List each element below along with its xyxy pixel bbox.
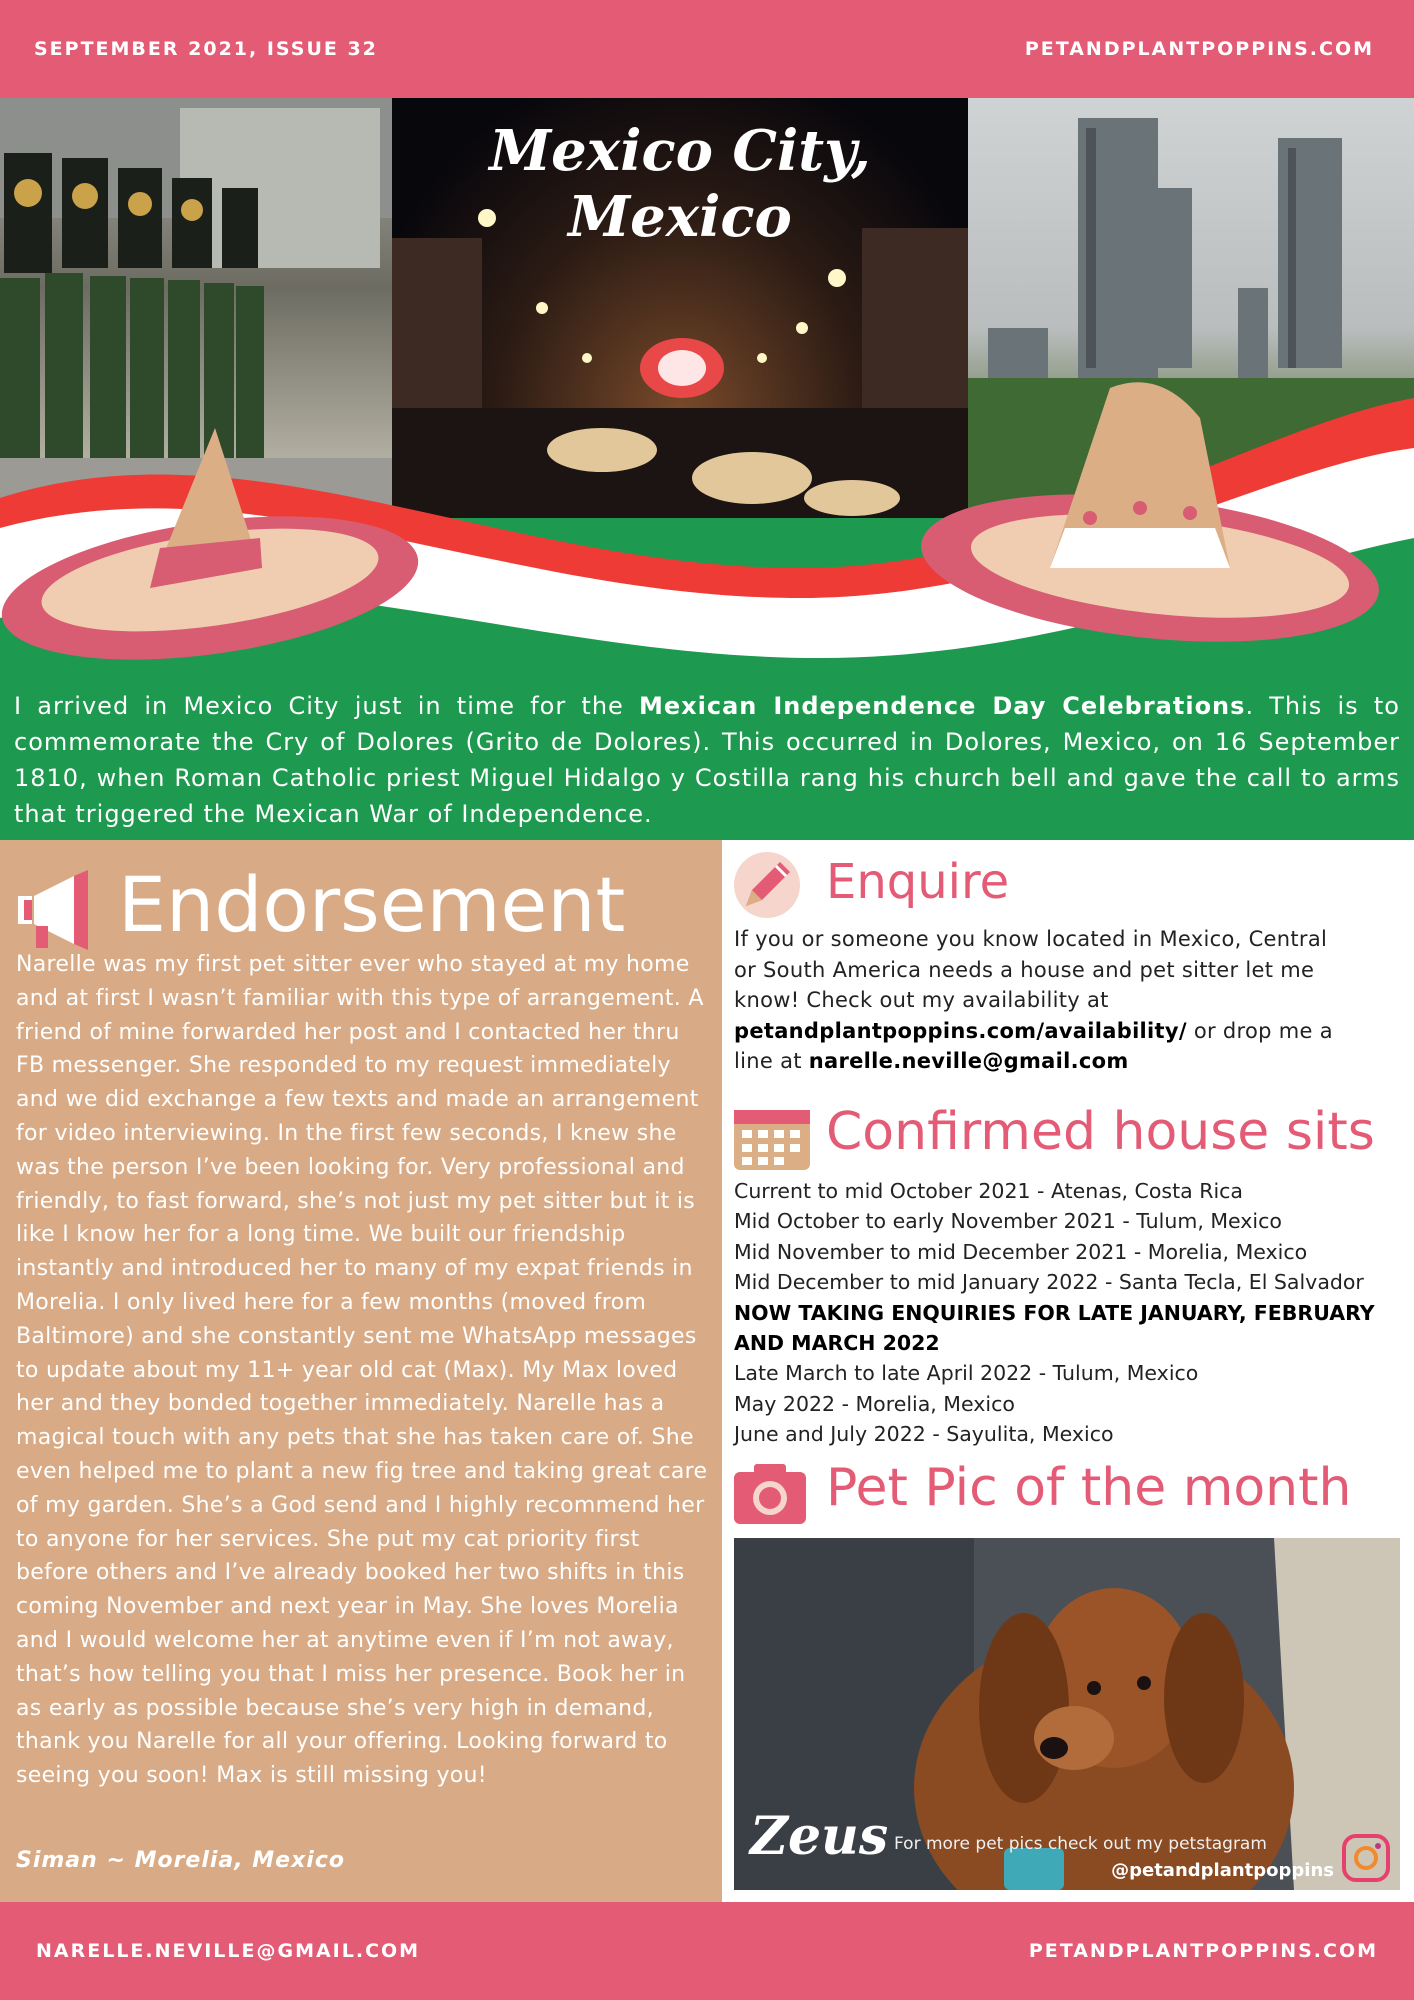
- megaphone-icon: [16, 870, 92, 950]
- footer-email-link[interactable]: NARELLE.NEVILLE@GMAIL.COM: [36, 1940, 421, 1962]
- footer-banner: [0, 1902, 1414, 2000]
- enquiries-notice: NOW TAKING ENQUIRIES FOR LATE JANUARY, FEBRUARY AND MARCH 2022: [734, 1300, 1375, 1356]
- pet-name: Zeus: [750, 1806, 889, 1867]
- house-sits-list: [734, 1176, 1414, 1450]
- endorsement-signature: Siman ~ Morelia, Mexico: [16, 1848, 345, 1873]
- instagram-icon[interactable]: [1342, 1834, 1390, 1882]
- list-item: June and July 2022 - Sayulita, Mexico: [734, 1422, 1114, 1447]
- availability-link[interactable]: petandplantpoppins.com/availability/: [734, 1018, 1187, 1043]
- enquire-text: [734, 924, 1354, 1077]
- endorsement-title: Endorsement: [118, 860, 626, 949]
- hero-text-body: . This is to commemorate the Cry of Dolores (Grito de Dolores). This occurred in Dolores, Mexico, on 16 September 1810, when Roman Catholic priest Miguel Hidalgo y Costilla rang his church bell and gave the call to arms that triggered the Mexican War of Independence.: [14, 692, 1400, 828]
- list-item: Mid November to mid December 2021 - Morelia, Mexico: [734, 1239, 1308, 1264]
- list-item: Mid December to mid January 2022 - Santa Tecla, El Salvador: [734, 1270, 1364, 1295]
- calendar-icon: [732, 1102, 812, 1172]
- list-item: May 2022 - Morelia, Mexico: [734, 1391, 1015, 1416]
- list-item: Mid October to early November 2021 - Tulum, Mexico: [734, 1209, 1282, 1234]
- enquire-title: Enquire: [826, 854, 1010, 910]
- list-item: Late March to late April 2022 - Tulum, Mexico: [734, 1361, 1199, 1386]
- hero-title: Mexico City, Mexico: [489, 118, 871, 250]
- pet-pic-title: Pet Pic of the month: [826, 1458, 1352, 1518]
- footer-site-link[interactable]: PETANDPLANTPOPPINS.COM: [1028, 1940, 1378, 1962]
- issue-label: SEPTEMBER 2021, ISSUE 32: [34, 38, 378, 60]
- pet-photo: [734, 1538, 1400, 1890]
- hero-paragraph: [14, 688, 1400, 832]
- list-item: Current to mid October 2021 - Atenas, Costa Rica: [734, 1179, 1243, 1203]
- top-banner: [0, 0, 1414, 98]
- info-section: [722, 840, 1414, 1902]
- camera-icon: [732, 1460, 808, 1526]
- petstagram-promo: For more pet pics check out my petstagram: [894, 1834, 1267, 1854]
- hero-section: [0, 98, 1414, 840]
- instagram-handle[interactable]: @petandplantpoppins: [1111, 1860, 1334, 1881]
- hero-text-highlight: Mexican Independence Day Celebrations: [639, 692, 1246, 720]
- pencil-icon: [732, 850, 802, 920]
- enquire-intro: If you or someone you know located in Mexico, Central or South America needs a house and pet sitter let me know! Check out my availability at: [734, 927, 1328, 1012]
- enquire-email-link[interactable]: narelle.neville@gmail.com: [808, 1049, 1129, 1073]
- header-site-link[interactable]: PETANDPLANTPOPPINS.COM: [1024, 38, 1374, 60]
- endorsement-text: Narelle was my first pet sitter ever who stayed at my home and at first I wasn’t familiar with this type of arrangement. A friend of mine forwarded her post and I contacted her thru FB messenger. She responded to my request immediately and we did exchange a few texts and made an arrangement for video interviewing. In the first few seconds, I knew she was the person I’ve been looking for. Very professional and friendly, to fast forward, she’s not just my pet sitter but it is like I know her for a long time. We built our friendship instantly and introduced her to many of my expat friends in Morelia. I only lived here for a few months (moved from Baltimore) and she constantly sent me WhatsApp messages to update about my 11+ year old cat (Max). My Max loved her and they bonded together immediately. Narelle has a magical touch with any pets that she has taken care of. She even helped me to plant a new fig tree and taking great care of my garden. She’s a God send and I highly recommend her to anyone for her services. She put my cat priority first before others and I’ve already booked her two shifts in this coming November and next year in May. She loves Morelia and I would welcome her at anytime even if I’m not away, that’s how telling you that I miss her presence. Book her in as early as possible because she’s very high in demand, thank you Narelle for all your offering. Looking forward to seeing you soon! Max is still missing you!: [16, 952, 708, 1789]
- hero-text-intro: I arrived in Mexico City just in time for the: [14, 692, 640, 720]
- house-sits-title: Confirmed house sits: [826, 1102, 1375, 1162]
- enquire-connector: or drop me a line at: [734, 1018, 1333, 1073]
- endorsement-section: [0, 840, 722, 1902]
